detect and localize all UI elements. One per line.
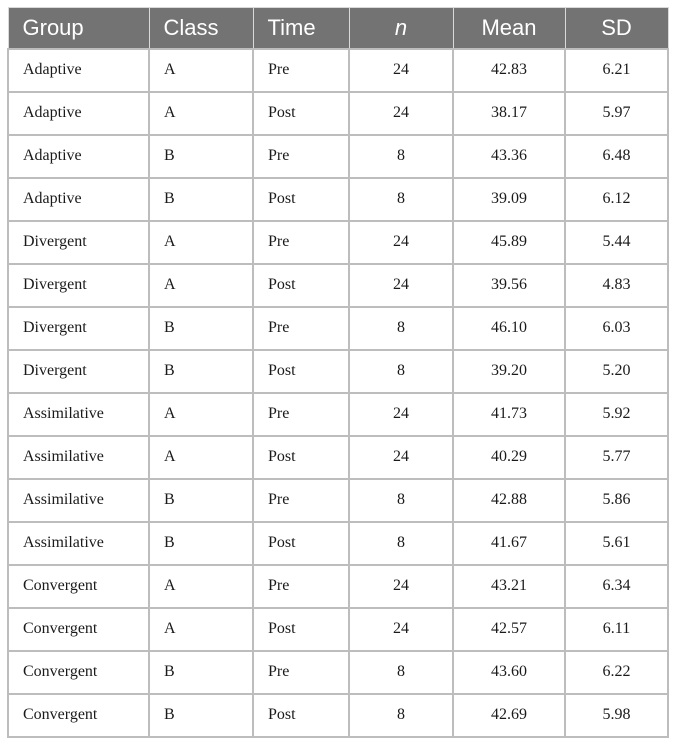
column-header-time: Time (253, 8, 349, 49)
table-row (8, 393, 668, 436)
cell-group: Adaptive (8, 92, 149, 135)
cell-group: Convergent (8, 651, 149, 694)
cell-mean: 42.83 (453, 49, 565, 92)
cell-mean: 45.89 (453, 221, 565, 264)
cell-mean: 41.67 (453, 522, 565, 565)
cell-group: Convergent (8, 694, 149, 737)
cell-time: Pre (253, 393, 349, 436)
cell-time: Post (253, 92, 349, 135)
cell-group: Adaptive (8, 178, 149, 221)
cell-mean: 42.88 (453, 479, 565, 522)
cell-n: 24 (349, 264, 453, 307)
cell-sd: 6.22 (565, 651, 668, 694)
table-row (8, 264, 668, 307)
table-row (8, 608, 668, 651)
cell-group: Divergent (8, 350, 149, 393)
cell-class: A (149, 92, 253, 135)
cell-n: 8 (349, 694, 453, 737)
cell-time: Post (253, 264, 349, 307)
cell-class: A (149, 608, 253, 651)
cell-class: A (149, 436, 253, 479)
cell-class: B (149, 135, 253, 178)
table-row (8, 479, 668, 522)
cell-group: Convergent (8, 565, 149, 608)
cell-sd: 6.21 (565, 49, 668, 92)
cell-n: 24 (349, 92, 453, 135)
cell-time: Pre (253, 49, 349, 92)
cell-mean: 40.29 (453, 436, 565, 479)
cell-sd: 5.92 (565, 393, 668, 436)
cell-time: Post (253, 436, 349, 479)
cell-n: 8 (349, 135, 453, 178)
table-row (8, 49, 668, 92)
cell-mean: 43.36 (453, 135, 565, 178)
table-row (8, 651, 668, 694)
cell-class: B (149, 651, 253, 694)
cell-group: Convergent (8, 608, 149, 651)
table-row (8, 522, 668, 565)
cell-time: Pre (253, 565, 349, 608)
table-row (8, 694, 668, 737)
cell-sd: 6.34 (565, 565, 668, 608)
cell-group: Divergent (8, 221, 149, 264)
column-header-sd: SD (565, 8, 668, 49)
table-row (8, 565, 668, 608)
cell-n: 8 (349, 651, 453, 694)
cell-mean: 39.56 (453, 264, 565, 307)
data-table-container (7, 7, 667, 738)
cell-mean: 43.60 (453, 651, 565, 694)
cell-group: Adaptive (8, 135, 149, 178)
table-header (8, 8, 668, 49)
cell-group: Adaptive (8, 49, 149, 92)
cell-group: Divergent (8, 307, 149, 350)
cell-sd: 6.03 (565, 307, 668, 350)
cell-class: B (149, 522, 253, 565)
cell-sd: 5.77 (565, 436, 668, 479)
cell-time: Post (253, 608, 349, 651)
cell-time: Pre (253, 307, 349, 350)
cell-sd: 6.12 (565, 178, 668, 221)
cell-class: B (149, 350, 253, 393)
cell-sd: 5.20 (565, 350, 668, 393)
table-row (8, 436, 668, 479)
column-header-class: Class (149, 8, 253, 49)
cell-n: 24 (349, 221, 453, 264)
data-table (7, 7, 669, 738)
cell-time: Post (253, 350, 349, 393)
cell-n: 24 (349, 49, 453, 92)
table-row (8, 135, 668, 178)
cell-mean: 39.09 (453, 178, 565, 221)
cell-sd: 5.98 (565, 694, 668, 737)
cell-class: A (149, 565, 253, 608)
cell-group: Assimilative (8, 393, 149, 436)
cell-n: 24 (349, 608, 453, 651)
cell-mean: 38.17 (453, 92, 565, 135)
cell-class: A (149, 264, 253, 307)
cell-class: A (149, 49, 253, 92)
cell-mean: 46.10 (453, 307, 565, 350)
cell-sd: 6.48 (565, 135, 668, 178)
cell-sd: 5.97 (565, 92, 668, 135)
cell-n: 24 (349, 436, 453, 479)
cell-class: B (149, 479, 253, 522)
cell-mean: 43.21 (453, 565, 565, 608)
cell-mean: 42.57 (453, 608, 565, 651)
cell-time: Pre (253, 135, 349, 178)
table-body (8, 49, 668, 737)
cell-n: 8 (349, 178, 453, 221)
table-row (8, 307, 668, 350)
cell-group: Divergent (8, 264, 149, 307)
table-row (8, 221, 668, 264)
cell-time: Pre (253, 479, 349, 522)
cell-n: 8 (349, 307, 453, 350)
cell-class: A (149, 221, 253, 264)
cell-sd: 6.11 (565, 608, 668, 651)
cell-time: Post (253, 522, 349, 565)
header-row (8, 8, 668, 49)
cell-class: A (149, 393, 253, 436)
table-row (8, 178, 668, 221)
column-header-n: n (349, 8, 453, 49)
cell-time: Post (253, 694, 349, 737)
column-header-group: Group (8, 8, 149, 49)
cell-time: Post (253, 178, 349, 221)
cell-sd: 5.44 (565, 221, 668, 264)
cell-sd: 4.83 (565, 264, 668, 307)
cell-class: B (149, 307, 253, 350)
cell-n: 24 (349, 393, 453, 436)
table-row (8, 350, 668, 393)
cell-class: B (149, 178, 253, 221)
cell-group: Assimilative (8, 479, 149, 522)
cell-n: 24 (349, 565, 453, 608)
cell-n: 8 (349, 479, 453, 522)
table-row (8, 92, 668, 135)
cell-mean: 42.69 (453, 694, 565, 737)
cell-time: Pre (253, 651, 349, 694)
cell-class: B (149, 694, 253, 737)
cell-n: 8 (349, 522, 453, 565)
cell-mean: 41.73 (453, 393, 565, 436)
column-header-mean: Mean (453, 8, 565, 49)
cell-time: Pre (253, 221, 349, 264)
cell-sd: 5.61 (565, 522, 668, 565)
cell-n: 8 (349, 350, 453, 393)
cell-sd: 5.86 (565, 479, 668, 522)
cell-mean: 39.20 (453, 350, 565, 393)
cell-group: Assimilative (8, 522, 149, 565)
cell-group: Assimilative (8, 436, 149, 479)
